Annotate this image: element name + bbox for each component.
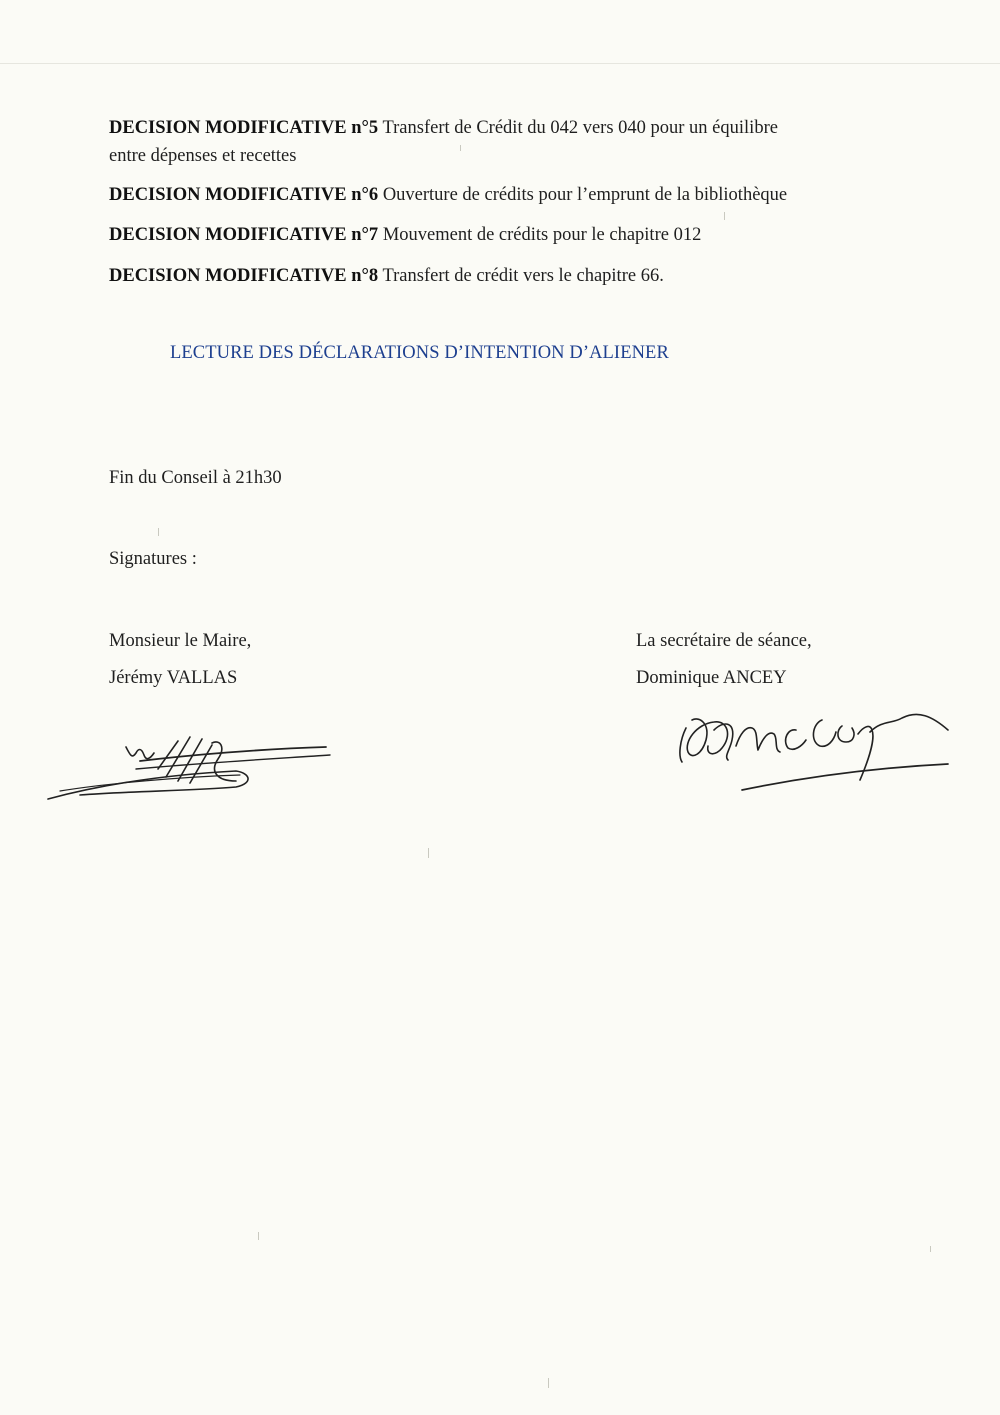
scan-speck	[930, 1246, 931, 1252]
decision-text: Mouvement de crédits pour le chapitre 012	[382, 225, 702, 245]
decision-title: DECISION MODIFICATIVE n°5	[109, 118, 379, 138]
decision-text: Transfert de Crédit du 042 vers 040 pour un équilibre	[382, 118, 778, 138]
scan-speck	[158, 528, 159, 536]
decision-text: Transfert de crédit vers le chapitre 66.	[382, 266, 664, 286]
secretary-signature	[670, 690, 960, 805]
end-of-council-text: Fin du Conseil à 21h30	[109, 468, 282, 488]
scan-speck	[258, 1232, 259, 1240]
scan-speck	[460, 145, 461, 151]
secretary-role: La secrétaire de séance,	[636, 631, 812, 651]
mayor-role: Monsieur le Maire,	[109, 631, 252, 651]
decision-item	[109, 221, 869, 249]
decision-text: Ouverture de crédits pour l’emprunt de la bibliothèque	[382, 185, 788, 205]
decision-text-continuation: entre dépenses et recettes	[109, 146, 297, 166]
mayor-signature	[40, 725, 340, 815]
scan-speck	[724, 212, 725, 220]
decision-item	[109, 262, 869, 290]
decision-title: DECISION MODIFICATIVE n°6	[109, 185, 379, 205]
secretary-name: Dominique ANCEY	[636, 668, 787, 688]
decision-item	[109, 114, 869, 170]
decision-title: DECISION MODIFICATIVE n°8	[109, 266, 379, 286]
scan-speck	[428, 848, 429, 858]
scan-edge-line	[0, 63, 1000, 64]
scan-speck	[548, 1378, 549, 1388]
section-heading: LECTURE DES DÉCLARATIONS D’INTENTION D’ALIENER	[170, 343, 669, 363]
mayor-name: Jérémy VALLAS	[109, 668, 238, 688]
decision-title: DECISION MODIFICATIVE n°7	[109, 225, 379, 245]
decision-item	[109, 181, 869, 209]
signatures-label: Signatures :	[109, 549, 197, 569]
